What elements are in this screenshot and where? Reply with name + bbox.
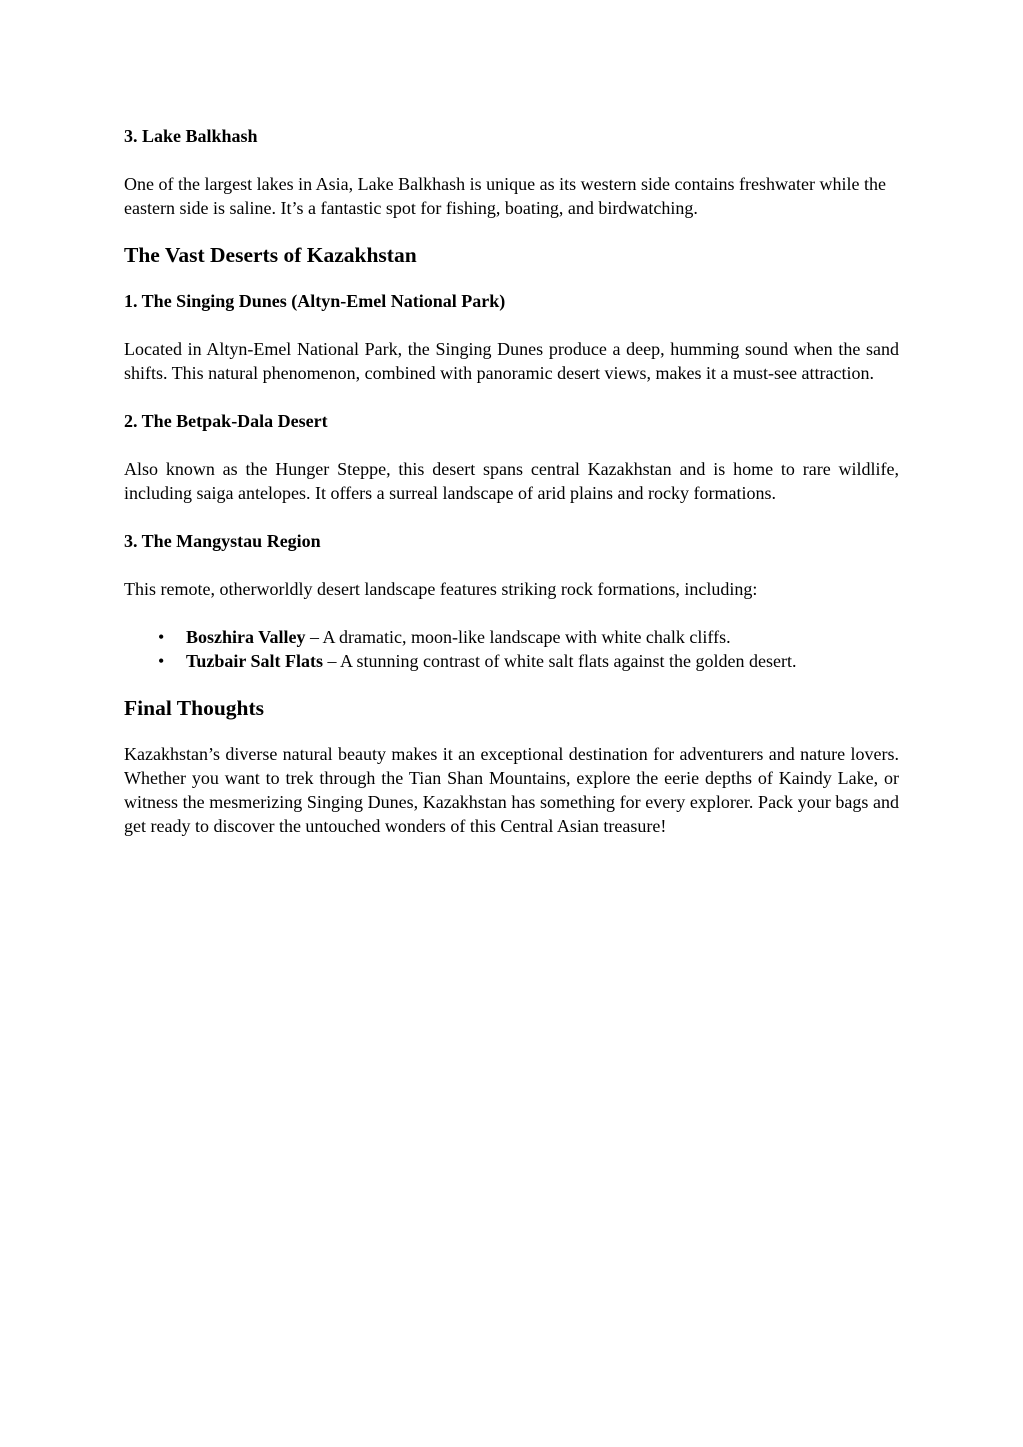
betpak-dala-title: 2. The Betpak-Dala Desert (124, 411, 328, 431)
singing-dunes-title: 1. The Singing Dunes (Altyn-Emel National Park) (124, 291, 506, 311)
mangystau-title: 3. The Mangystau Region (124, 531, 321, 551)
bullet-tuzbair-salt-flats (124, 649, 899, 673)
mangystau-bullet-list (124, 625, 899, 673)
bullet-term: Boszhira Valley (186, 627, 306, 647)
bullet-marker: • (158, 627, 165, 647)
bullet-marker: • (158, 651, 165, 671)
betpak-dala-paragraph: Also known as the Hunger Steppe, this desert spans central Kazakhstan and is home to rare wildlife, including saiga antelopes. It offers a surreal landscape of arid plains and rocky formations. (124, 459, 899, 503)
bullet-boszhira-valley (124, 625, 899, 649)
final-thoughts-paragraph: Kazakhstan’s diverse natural beauty makes it an exceptional destination for adventurers and nature lovers. Whether you want to trek through the Tian Shan Mountains, explore the eerie depths of Kaindy Lake, or witness the mesmerizing Singing Dunes, Kazakhstan has something for every explorer. Pack your bags and get ready to discover the untouched wonders of this Central Asian treasure! (124, 744, 899, 836)
lake-balkhash-paragraph: One of the largest lakes in Asia, Lake Balkhash is unique as its western side contains freshwater while the eastern side is saline. It’s a fantastic spot for fishing, boating, and birdwatching. (124, 174, 886, 218)
mangystau-paragraph: This remote, otherworldly desert landscape features striking rock formations, including: (124, 579, 758, 599)
singing-dunes-paragraph: Located in Altyn-Emel National Park, the Singing Dunes produce a deep, humming sound when the sand shifts. This natural phenomenon, combined with panoramic desert views, makes it a must-see attraction. (124, 339, 899, 383)
bullet-description: – A dramatic, moon-like landscape with white chalk cliffs. (305, 627, 731, 647)
bullet-description: – A stunning contrast of white salt flats against the golden desert. (323, 651, 797, 671)
deserts-heading: The Vast Deserts of Kazakhstan (124, 243, 417, 267)
lake-balkhash-title: 3. Lake Balkhash (124, 126, 258, 146)
final-thoughts-heading: Final Thoughts (124, 696, 265, 720)
document-page (124, 124, 899, 862)
bullet-term: Tuzbair Salt Flats (186, 651, 324, 671)
